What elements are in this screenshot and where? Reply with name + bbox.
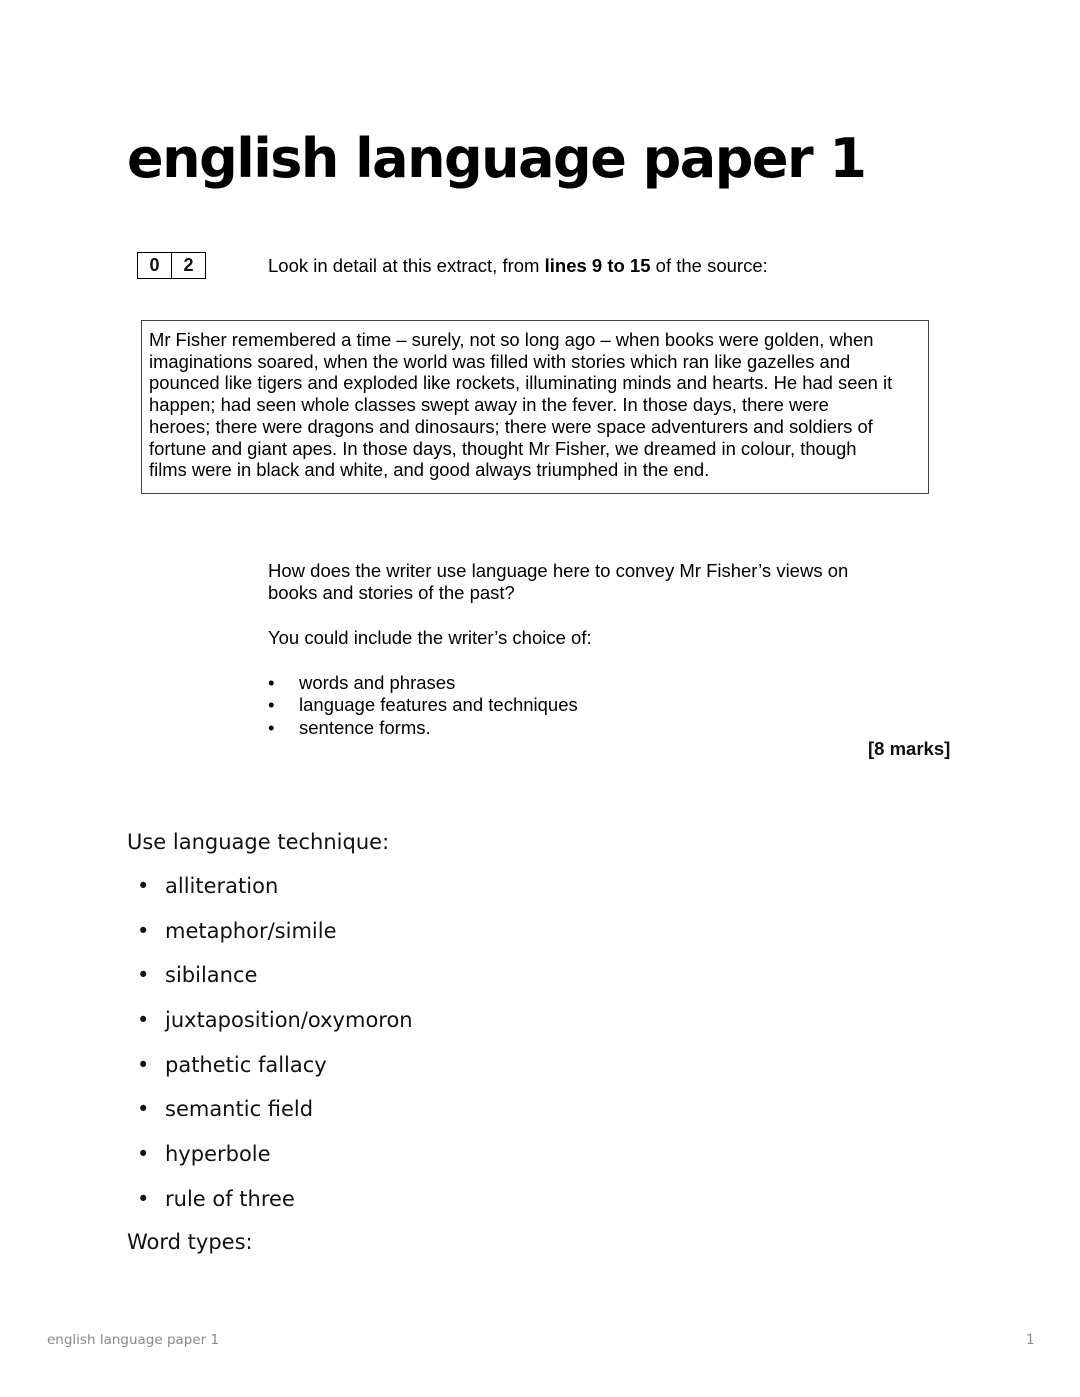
bullet-icon: • xyxy=(137,963,150,988)
technique-text: pathetic fallacy xyxy=(165,1052,327,1077)
list-item xyxy=(268,694,578,716)
footer-page-number: 1 xyxy=(1026,1332,1035,1348)
bullet-icon: • xyxy=(137,1186,150,1211)
instruction-text: of the source: xyxy=(650,255,768,276)
choice-text: words and phrases xyxy=(299,672,456,693)
source-extract-box xyxy=(141,320,929,494)
list-item xyxy=(137,1184,413,1229)
list-item xyxy=(137,960,413,1005)
question-prompt-line: books and stories of the past? xyxy=(268,582,515,603)
instruction-lines-ref: lines 9 to 15 xyxy=(544,255,651,276)
list-item xyxy=(137,1005,413,1050)
bullet-icon: • xyxy=(137,1142,150,1167)
could-include-text: You could include the writer’s choice of: xyxy=(268,627,592,648)
extract-line: imaginations soared, when the world was filled with stories which ran like gazelles and xyxy=(149,350,851,372)
extract-line: pounced like tigers and exploded like rockets, illuminating minds and hearts. He had seen it xyxy=(149,372,893,394)
list-item xyxy=(137,916,413,961)
technique-text: hyperbole xyxy=(165,1142,271,1167)
extract-line: happen; had seen whole classes swept away in the fever. In those days, there were xyxy=(149,394,829,416)
technique-text: rule of three xyxy=(165,1186,295,1211)
bullet-icon: • xyxy=(137,874,150,898)
list-item xyxy=(268,672,578,694)
choice-text: sentence forms. xyxy=(299,716,431,738)
question-number-box xyxy=(137,252,206,279)
question-number-digit: 0 xyxy=(149,255,160,275)
bullet-icon: • xyxy=(137,1008,150,1033)
footer-document-title: english language paper 1 xyxy=(47,1332,220,1348)
question-number-digit: 2 xyxy=(171,253,205,278)
bullet-icon: • xyxy=(268,694,275,716)
technique-text: alliteration xyxy=(165,874,279,898)
bullet-icon: • xyxy=(268,716,275,738)
extract-line: heroes; there were dragons and dinosaurs; there were space adventurers and soldiers of xyxy=(149,415,873,437)
list-item xyxy=(268,717,578,739)
question-prompt-line: How does the writer use language here to convey Mr Fisher’s views on xyxy=(268,560,849,581)
technique-text: juxtaposition/oxymoron xyxy=(165,1008,413,1033)
list-item xyxy=(137,1139,413,1184)
page-title: english language paper 1 xyxy=(127,127,866,190)
bullet-icon: • xyxy=(268,672,275,693)
technique-text: sibilance xyxy=(165,963,258,988)
technique-text: semantic field xyxy=(165,1097,314,1122)
extract-line: Mr Fisher remembered a time – surely, not so long ago – when books were golden, when xyxy=(149,329,874,350)
technique-text: metaphor/simile xyxy=(165,918,337,943)
bullet-icon: • xyxy=(137,1097,150,1122)
list-item xyxy=(137,1050,413,1095)
instruction-text: Look in detail at this extract, from xyxy=(268,255,545,276)
marks-label: [8 marks] xyxy=(868,738,951,759)
extract-line: fortune and giant apes. In those days, thought Mr Fisher, we dreamed in colour, though xyxy=(149,437,857,459)
question-prompt xyxy=(268,560,908,604)
techniques-heading: Use language technique: xyxy=(127,830,390,854)
choice-text: language features and techniques xyxy=(299,694,578,716)
question-instruction xyxy=(268,254,768,278)
extract-line: films were in black and white, and good always triumphed in the end. xyxy=(149,459,710,481)
bullet-icon: • xyxy=(137,1052,150,1077)
list-item xyxy=(137,871,413,916)
list-item xyxy=(137,1094,413,1139)
bullet-icon: • xyxy=(137,918,150,943)
choices-list xyxy=(268,672,578,739)
techniques-list xyxy=(137,871,413,1229)
word-types-heading: Word types: xyxy=(127,1230,253,1254)
